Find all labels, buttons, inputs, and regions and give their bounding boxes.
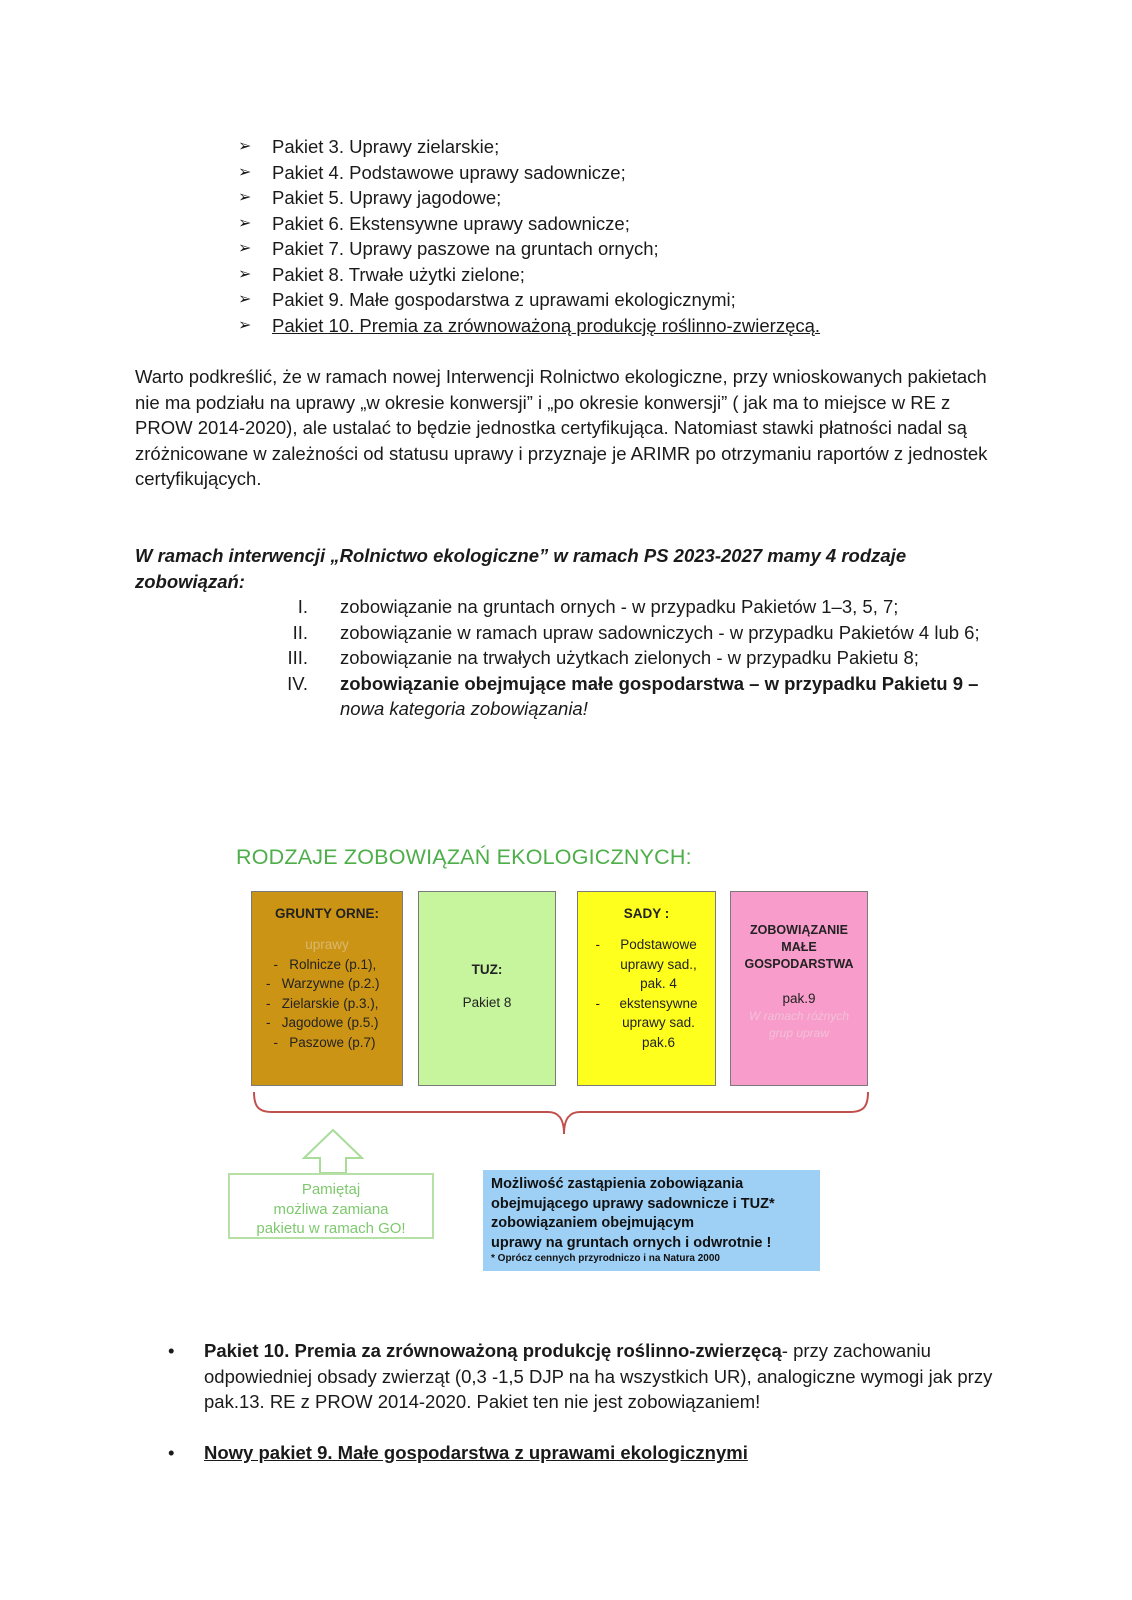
arrow-bullet-icon: ➢ xyxy=(238,316,252,334)
list-item: - Zielarskie (p.3.), xyxy=(266,995,379,1011)
male-gospodarstwa-box xyxy=(730,891,868,1086)
list-item: - Paszowe (p.7) xyxy=(266,1034,376,1050)
grunty-orne-box xyxy=(251,891,403,1086)
arrow-bullet-icon: ➢ xyxy=(238,138,252,155)
arrow-bullet-icon: ➢ xyxy=(238,240,252,257)
arrow-bullet-icon: ➢ xyxy=(238,163,252,181)
bullet-icon: • xyxy=(168,1340,175,1361)
arrow-bullet-icon: ➢ xyxy=(238,265,252,283)
list-item: • Pakiet 10. Premia za zrównoważoną produkcję roślinno-zwierzęcą- przy zachowaniu odpowiedniej obsady zwierząt (0,3 -1,5 DJP na ha wszystkich UR), analogiczne wymogi jak przy pak.13. RE z PROW 2014-2020. Pakiet ten nie jest zobowiązaniem! xyxy=(168,1340,993,1413)
up-arrow-icon xyxy=(302,1128,364,1174)
box-title: GRUNTY ORNE: xyxy=(274,906,379,921)
list-item: - Jagodowe (p.5.) xyxy=(266,1015,379,1030)
list-item: ➢ Pakiet 6. Ekstensywne uprawy sadownicze; xyxy=(238,211,820,237)
footnote: * Oprócz cennych przyrodniczo i na Natura 2000 xyxy=(491,1253,720,1264)
arrow-bullet-icon: ➢ xyxy=(238,291,252,308)
box-title: TUZ: xyxy=(471,962,503,977)
list-item: ➢ Pakiet 9. Małe gospodarstwa z uprawami ekologicznymi; xyxy=(238,287,820,313)
list-item: ➢ Pakiet 4. Podstawowe uprawy sadownicze; xyxy=(238,160,820,186)
arrow-bullet-icon: ➢ xyxy=(238,189,252,206)
list-item: III. zobowiązanie na trwałych użytkach zielonych - w przypadku Pakietu 8; xyxy=(287,647,919,669)
box-faint-label: uprawy xyxy=(305,937,349,952)
box-title: SADY : xyxy=(623,906,670,921)
arrow-bullet-icon: ➢ xyxy=(238,214,252,232)
box-subtitle: pak.9 xyxy=(782,991,816,1006)
list-item: • Nowy pakiet 9. Małe gospodarstwa z uprawami ekologicznymi xyxy=(168,1440,1008,1466)
list-item: II. zobowiązanie w ramach upraw sadowniczych - w przypadku Pakietów 4 lub 6; xyxy=(292,621,980,643)
list-item: ➢ Pakiet 7. Uprawy paszowe na gruntach ornych; xyxy=(238,236,820,262)
commitment-list xyxy=(260,594,1000,722)
box-list-item: - Podstawowe uprawy sad., pak. 4 xyxy=(595,937,697,991)
replacement-info-box: Możliwość zastąpienia zobowiązania obejmującego uprawy sadownicze i TUZ* zobowiązaniem obejmującym uprawy na gruntach ornych i odwrotnie ! * Oprócz cennych przyrodniczo i na Natura 2000 xyxy=(483,1170,820,1271)
list-item: IV. zobowiązanie obejmujące małe gospodarstwa – w przypadku Pakietu 9 – nowa kategoria zobowiązania! xyxy=(287,672,979,720)
section-heading: W ramach interwencji „Rolnictwo ekologiczne” w ramach PS 2023-2027 mamy 4 rodzaje zobowiązań: xyxy=(135,545,907,592)
box-subtitle: Pakiet 8 xyxy=(462,995,512,1010)
bullet-icon: • xyxy=(168,1441,175,1463)
package-list xyxy=(238,134,820,338)
body-paragraph: Warto podkreślić, że w ramach nowej Interwencji Rolnictwo ekologiczne, przy wnioskowanych pakietach nie ma podziału na uprawy „w okresie konwersji” i „po okresie konwersji” ( jak ma to miejsce w RE z PROW 2014-2020), ale ustalać to będzie jednostka certyfikująca. Natomiast stawki płatności nadal są zróżnicowane w zależności od statusu uprawy i przyznaje je ARIMR po otrzymaniu raportów z jednostek certyfikujących. xyxy=(135,366,988,490)
list-item: ➢ Pakiet 3. Uprawy zielarskie; xyxy=(238,134,820,160)
box-title: ZOBOWIĄZANIE MAŁE GOSPODARSTWA xyxy=(744,923,854,971)
bottom-bullet-list xyxy=(168,1338,1008,1465)
list-item: - Warzywne (p.2.) xyxy=(266,976,380,991)
list-item: ➢ Pakiet 10. Premia za zrównoważoną produkcję roślinno-zwierzęcą. xyxy=(238,313,820,339)
list-item: - Rolnicze (p.1), xyxy=(266,956,377,972)
box-faint-label: W ramach różnych grup upraw xyxy=(748,1009,850,1040)
list-item: ➢ Pakiet 8. Trwałe użytki zielone; xyxy=(238,262,820,288)
sady-box xyxy=(577,891,716,1086)
list-item: I. zobowiązanie na gruntach ornych - w przypadku Pakietów 1–3, 5, 7; xyxy=(297,596,899,617)
diagram-title: RODZAJE ZOBOWIĄZAŃ EKOLOGICZNYCH: xyxy=(236,845,692,869)
box-list xyxy=(252,955,402,1053)
list-item: ➢ Pakiet 5. Uprawy jagodowe; xyxy=(238,185,820,211)
box-list-item: - ekstensywne uprawy sad. pak.6 xyxy=(595,995,698,1050)
tuz-box xyxy=(418,891,556,1086)
remember-note-box: Pamiętaj możliwa zamiana pakietu w ramach GO! xyxy=(228,1173,434,1239)
